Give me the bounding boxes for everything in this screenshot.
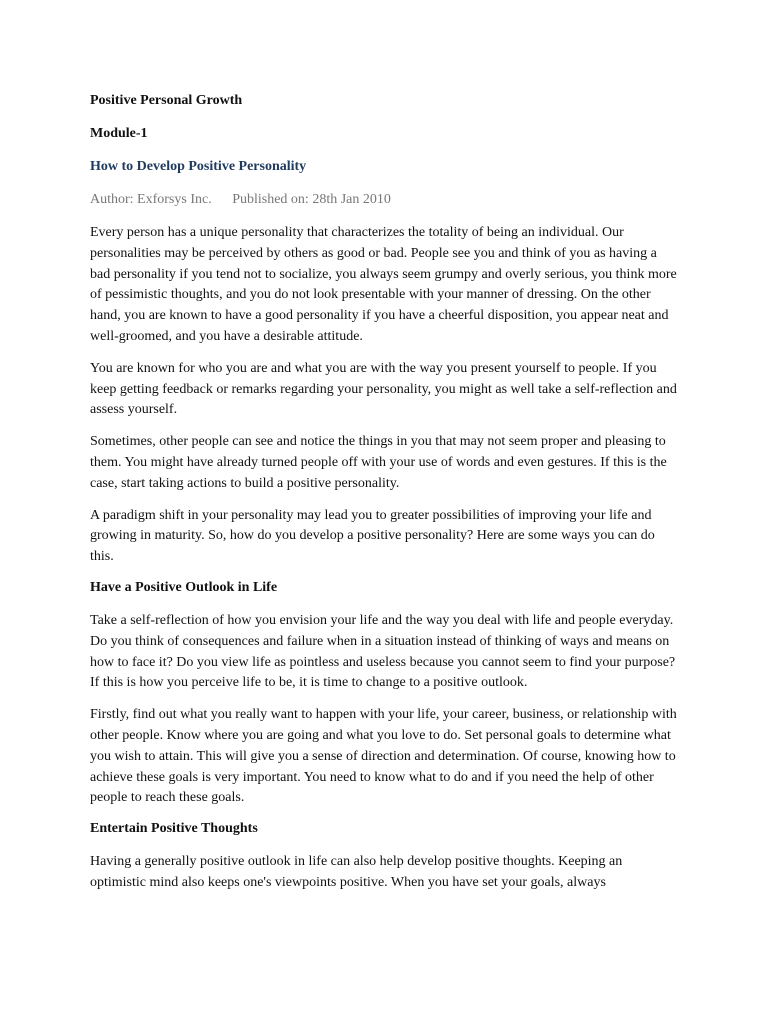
section-heading-thoughts: Entertain Positive Thoughts (90, 821, 258, 837)
intro-paragraph-2: You are known for who you are and what you are with the way you present yourself to people. If you keep getting feedback or remarks regarding your personality, you might as well take a self-reflection and assess yourself. (90, 360, 677, 418)
intro-paragraph-4: A paradigm shift in your personality may lead you to greater possibilities of improving your life and growing in maturity. So, how do you develop a positive personality? Here are some ways you can do this. (90, 507, 655, 565)
document-title: Positive Personal Growth (90, 93, 243, 108)
article-title: How to Develop Positive Personality (90, 159, 307, 174)
article-meta (90, 191, 680, 209)
outlook-paragraph-1: Take a self-reflection of how you envision your life and the way you deal with life and people everyday. Do you think of consequences and failure when in a situation instead of thinking of ways and means on how to face it? Do you view life as pointless and useless because you cannot seem to find your purpose? If this is how you perceive life to be, it is time to change to a positive outlook. (90, 612, 676, 691)
document-page (90, 92, 680, 905)
module-label: Module-1 (90, 126, 148, 141)
thoughts-paragraph-1: Having a generally positive outlook in life can also help develop positive thoughts. Keeping an optimistic mind also keeps one's viewpoints positive. When you have set your goals, always (90, 854, 623, 890)
outlook-paragraph-2: Firstly, find out what you really want to happen with your life, your career, business, or relationship with other people. Know where you are going and what you love to do. Set personal goals to determine what you wish to attain. This will give you a sense of direction and determination. Of course, knowing how to achieve these goals is very important. You need to know what to do and if you need the help of other people to reach these goals. (90, 707, 677, 806)
section-heading-outlook: Have a Positive Outlook in Life (90, 579, 278, 595)
intro-paragraph-1: Every person has a unique personality that characterizes the totality of being an individual. Our personalities may be perceived by others as good or bad. People see you and think of you as having a bad personality if you tend not to socialize, you always seem grumpy and overly serious, you think more of pessimistic thoughts, and you do not look presentable with your manner of dressing. On the other hand, you are known to have a good personality if you have a cheerful disposition, you appear neat and well-groomed, and you have a desirable attitude. (90, 225, 677, 344)
intro-paragraph-3: Sometimes, other people can see and notice the things in you that may not seem proper and pleasing to them. You might have already turned people off with your use of words and even gestures. If this is the case, start taking actions to build a positive personality. (90, 434, 667, 491)
author-text: Author: Exforsys Inc. (90, 192, 212, 207)
published-date: Published on: 28th Jan 2010 (232, 192, 391, 207)
